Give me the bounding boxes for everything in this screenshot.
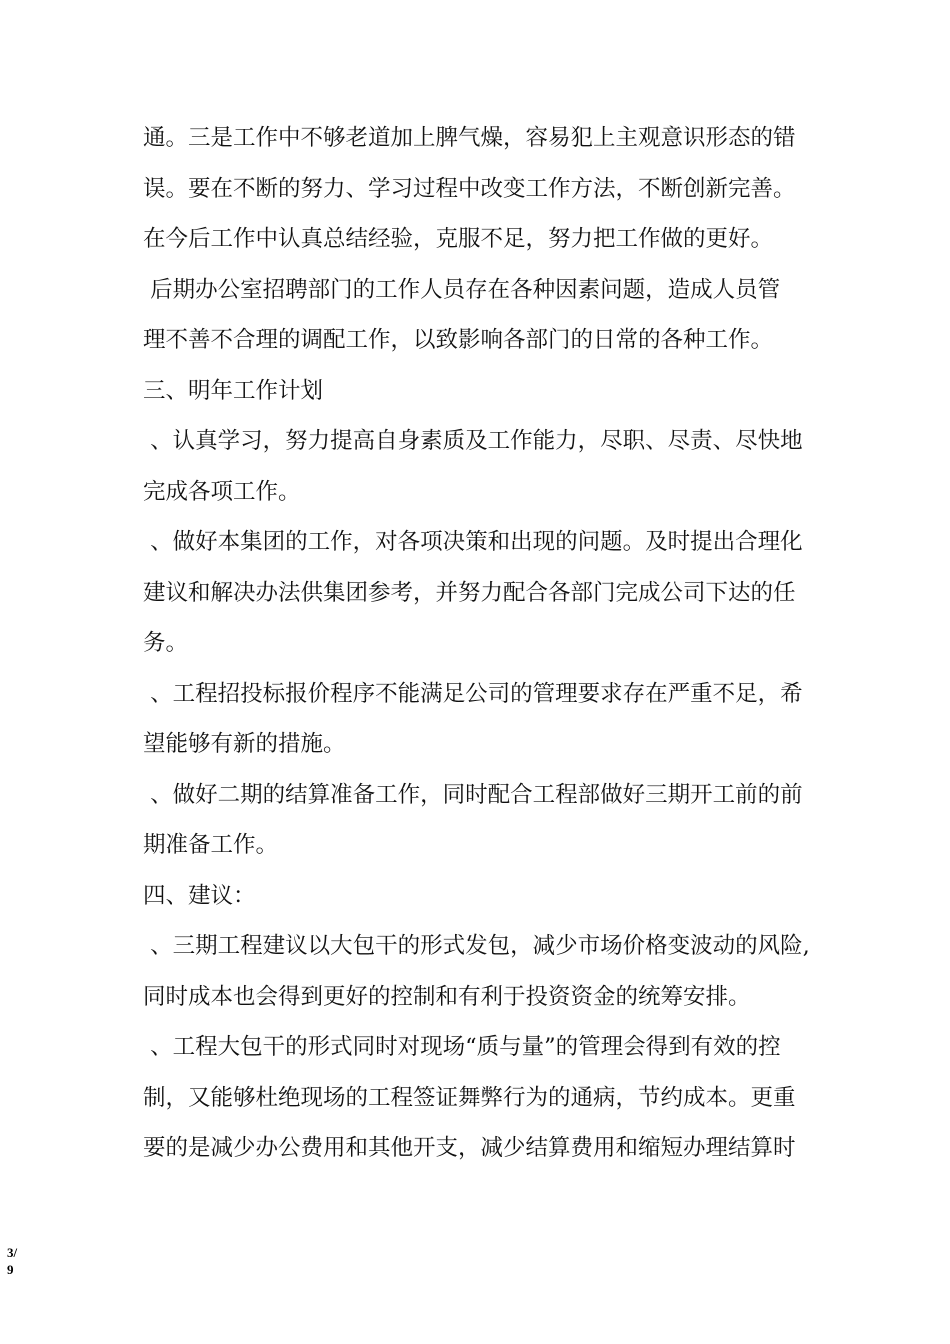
text-line: 、工程招投标报价程序不能满足公司的管理要求存在严重不足，希 bbox=[143, 680, 803, 707]
text-line: 、三期工程建议以大包干的形式发包，减少市场价格变波动的风险, bbox=[143, 933, 810, 959]
text-line: 要的是减少办公费用和其他开支，减少结算费用和缩短办理结算时 bbox=[143, 1135, 796, 1161]
text-line: 制，又能够杜绝现场的工程签证舞弊行为的通病，节约成本。更重 bbox=[143, 1084, 796, 1111]
text-line: 、做好本集团的工作，对各项决策和出现的问题。及时提出合理化 bbox=[143, 529, 803, 555]
page-number bbox=[7, 1244, 27, 1278]
text-line: 期准备工作。 bbox=[143, 832, 279, 858]
text-line: 建议和解决办法供集团参考，并努力配合各部门完成公司下达的任 bbox=[143, 579, 796, 606]
document-body bbox=[143, 113, 833, 1174]
page-number-total: 9 bbox=[7, 1262, 14, 1277]
section-heading: 四、建议： bbox=[143, 882, 256, 909]
text-line: 、工程大包干的形式同时对现场“质与量”的管理会得到有效的控 bbox=[143, 1034, 781, 1060]
text-line: 完成各项工作。 bbox=[143, 478, 301, 505]
text-line: 在今后工作中认真总结经验，克服不足，努力把工作做的更好。 bbox=[143, 226, 774, 252]
text-line: 务。 bbox=[143, 630, 189, 656]
text-line: 通。三是工作中不够老道加上脾气燥，容易犯上主观意识形态的错 bbox=[143, 125, 796, 151]
text-line: 、认真学习，努力提高自身素质及工作能力，尽职、尽责、尽快地 bbox=[143, 428, 803, 454]
page-number-current: 3/ bbox=[7, 1245, 18, 1260]
text-line: 同时成本也会得到更好的控制和有利于投资资金的统筹安排。 bbox=[143, 983, 751, 1010]
text-line: 理不善不合理的调配工作，以致影响各部门的日常的各种工作。 bbox=[143, 327, 774, 353]
text-line: 误。要在不断的努力、学习过程中改变工作方法，不断创新完善。 bbox=[143, 175, 796, 202]
section-heading: 三、明年工作计划 bbox=[143, 377, 324, 404]
text-line: 望能够有新的措施。 bbox=[143, 731, 346, 757]
text-line: 、做好二期的结算准备工作，同时配合工程部做好三期开工前的前 bbox=[143, 781, 803, 808]
text-line: 后期办公室招聘部门的工作人员存在各种因素问题，造成人员管 bbox=[143, 276, 781, 303]
